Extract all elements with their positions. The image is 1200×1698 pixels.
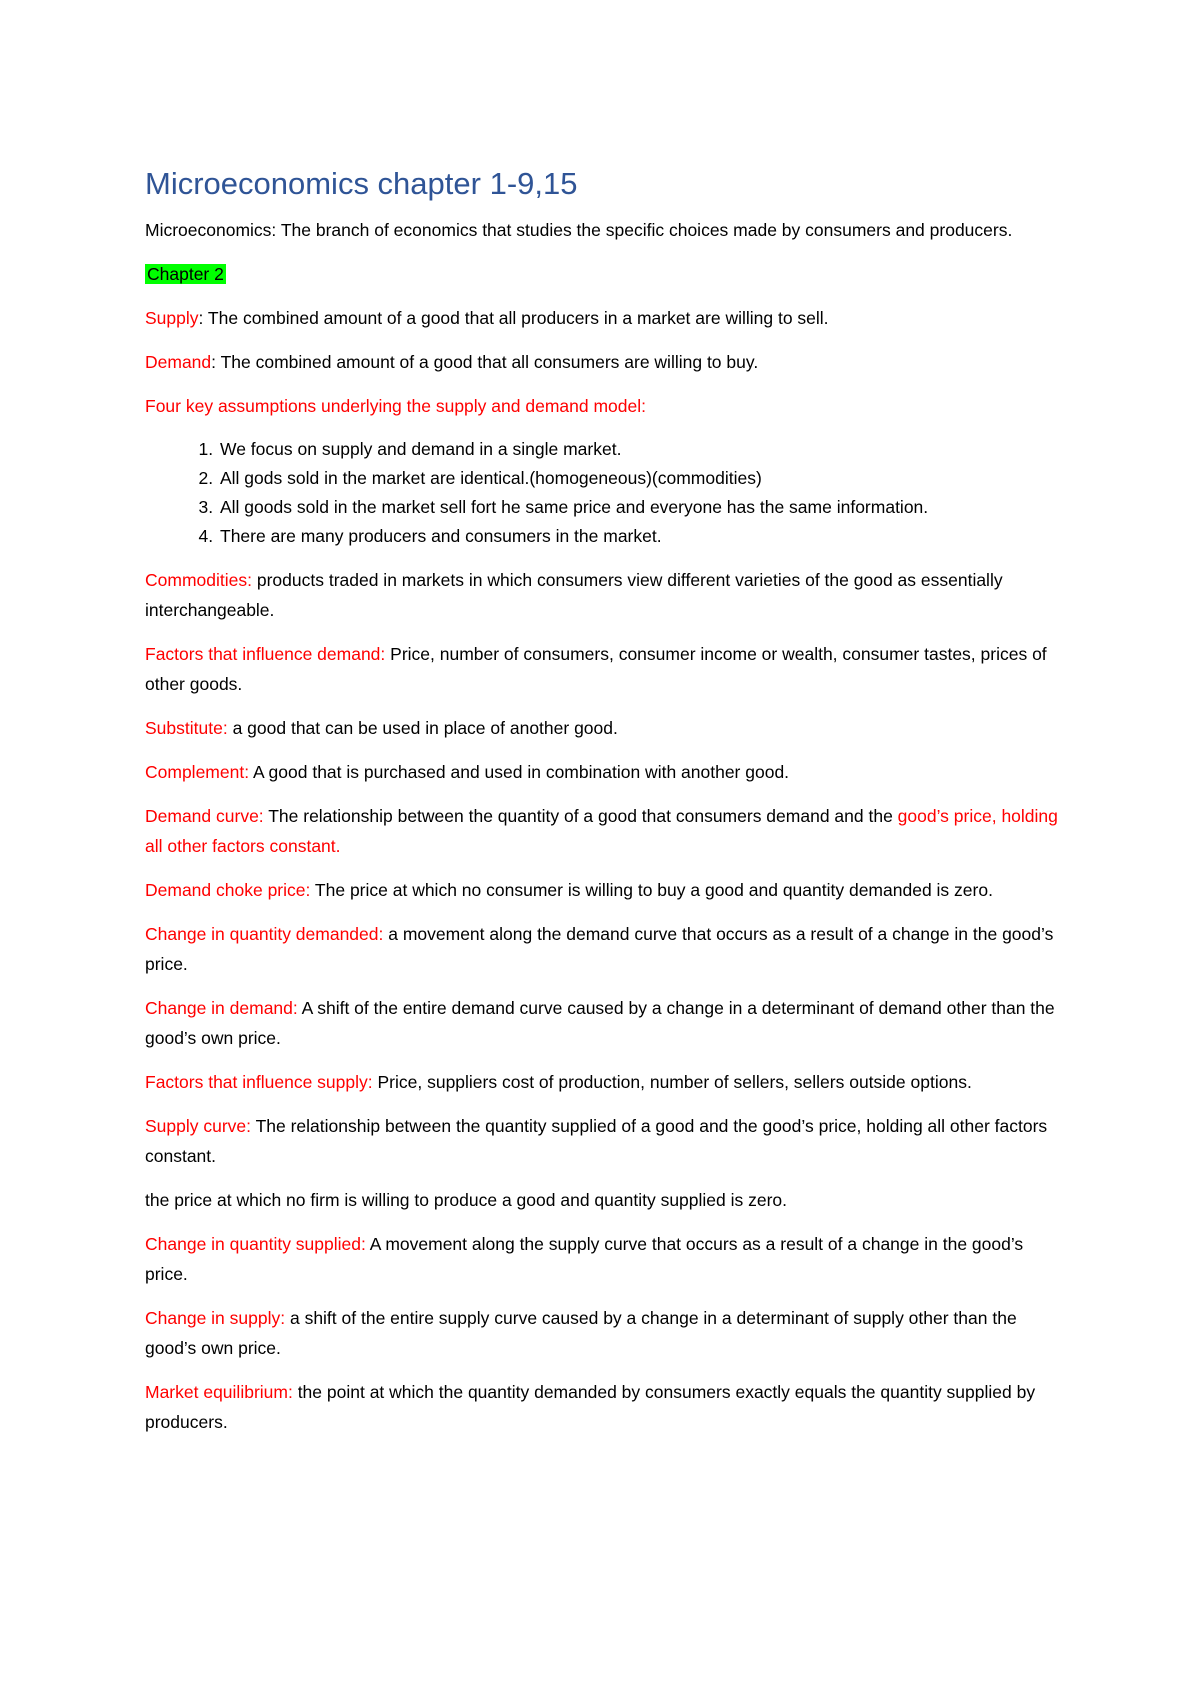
definition-supply xyxy=(145,303,1065,333)
definition-text: The price at which no consumer is willing to buy a good and quantity demanded is zero. xyxy=(310,880,993,901)
document-page xyxy=(145,165,1065,1451)
assumptions-heading: Four key assumptions underlying the supply and demand model: xyxy=(145,396,646,417)
definition-text: a movement along the demand curve that occurs as a result of a change in the good’s price. xyxy=(145,924,1054,975)
definition-text: : The combined amount of a good that all producers in a market are willing to sell. xyxy=(198,308,829,329)
definition-factors-demand xyxy=(145,639,1065,699)
definition-text: products traded in markets in which consumers view different varieties of the good as essentially interchangeable. xyxy=(145,570,1003,621)
definition-term: Demand curve: xyxy=(145,806,264,827)
definition-text: A shift of the entire demand curve caused by a change in a determinant of demand other than the good’s own price. xyxy=(145,998,1055,1049)
intro-text: The branch of economics that studies the specific choices made by consumers and producers. xyxy=(276,220,1013,241)
definition-text: the point at which the quantity demanded by consumers exactly equals the quantity supplied by producers. xyxy=(145,1382,1036,1433)
definition-term: Factors that influence demand: xyxy=(145,644,386,665)
definition-term: Change in demand: xyxy=(145,998,298,1019)
definition-term: Commodities: xyxy=(145,570,252,591)
definition-term: Change in quantity demanded: xyxy=(145,924,384,945)
chapter-label: Chapter 2 xyxy=(147,264,224,285)
definition-text: The relationship between the quantity supplied of a good and the good’s price, holding all other factors constant. xyxy=(145,1116,1048,1167)
definition-text: A good that is purchased and used in combination with another good. xyxy=(249,762,790,783)
definition-term: Substitute: xyxy=(145,718,228,739)
definition-term: Change in quantity supplied: xyxy=(145,1234,366,1255)
assumptions-list xyxy=(145,435,1065,551)
plain-paragraph: the price at which no firm is willing to produce a good and quantity supplied is zero. xyxy=(145,1190,788,1211)
definition-text: Price, suppliers cost of production, number of sellers, sellers outside options. xyxy=(372,1072,972,1093)
definition-change-quantity-supplied xyxy=(145,1229,1065,1289)
list-item: 3. All goods sold in the market sell fort he same price and everyone has the same information. xyxy=(218,493,1065,522)
definition-demand xyxy=(145,347,1065,377)
definition-term: Supply xyxy=(145,308,199,329)
intro-paragraph xyxy=(145,215,1065,245)
document-title: Microeconomics chapter 1-9,15 xyxy=(145,166,578,201)
definition-term: Market equilibrium: xyxy=(145,1382,293,1403)
definition-factors-supply xyxy=(145,1067,1065,1097)
definition-term: Demand choke price: xyxy=(145,880,311,901)
chapter-heading xyxy=(145,259,1065,289)
definition-text: Price, number of consumers, consumer income or wealth, consumer tastes, prices of other goods. xyxy=(145,644,1047,695)
list-item: 2. All gods sold in the market are identical.(homogeneous)(commodities) xyxy=(218,464,1065,493)
definition-text: : The combined amount of a good that all consumers are willing to buy. xyxy=(211,352,759,373)
intro-term: Microeconomics: xyxy=(145,220,277,241)
definition-text: The relationship between the quantity of a good that consumers demand and the xyxy=(263,806,898,827)
definition-term: Change in supply: xyxy=(145,1308,286,1329)
definition-term: Complement: xyxy=(145,762,250,783)
definition-term: Factors that influence supply: xyxy=(145,1072,373,1093)
definition-substitute xyxy=(145,713,1065,743)
definition-term: Demand xyxy=(145,352,212,373)
definition-change-quantity-demanded xyxy=(145,919,1065,979)
definition-emphasis: good’s price, holding all other factors constant. xyxy=(145,806,1058,857)
list-item: 4. There are many producers and consumers in the market. xyxy=(218,522,1065,551)
definition-complement xyxy=(145,757,1065,787)
definition-demand-curve xyxy=(145,801,1065,861)
definition-commodities xyxy=(145,565,1065,625)
definition-change-demand xyxy=(145,993,1065,1053)
definition-change-supply xyxy=(145,1303,1065,1363)
definition-text: a good that can be used in place of another good. xyxy=(227,718,618,739)
list-item: 1. We focus on supply and demand in a single market. xyxy=(218,435,1065,464)
definition-market-equilibrium xyxy=(145,1377,1065,1437)
definition-term: Supply curve: xyxy=(145,1116,252,1137)
definition-demand-choke-price xyxy=(145,875,1065,905)
definition-text: a shift of the entire supply curve caused by a change in a determinant of supply other than the good’s own price. xyxy=(145,1308,1017,1359)
definition-text: A movement along the supply curve that occurs as a result of a change in the good’s price. xyxy=(145,1234,1024,1285)
definition-supply-curve xyxy=(145,1111,1065,1171)
